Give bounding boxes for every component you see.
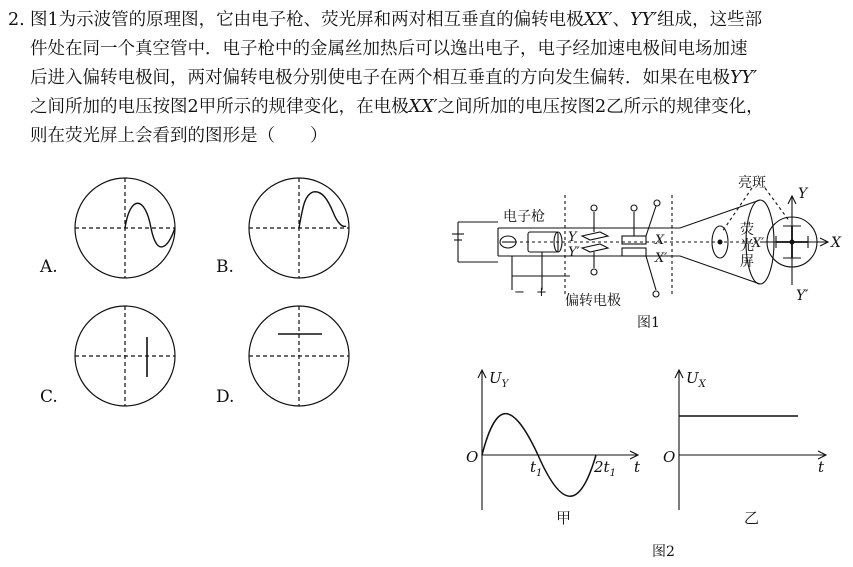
graph-b-origin: O — [663, 448, 676, 466]
option-a-label[interactable]: A. — [40, 257, 58, 277]
label-deflection-electrodes: 偏转电极 — [565, 293, 621, 309]
math-yy: YY′ — [630, 10, 658, 30]
option-d-label[interactable]: D. — [216, 387, 235, 407]
text-run: 之间所加的电压按图2甲所示的规律变化，在电极 — [30, 97, 409, 117]
label-screen-x: X — [831, 235, 841, 251]
text-run: 后进入偏转电极间，两对偏转电极分别使电子在两个相互垂直的方向发生偏转．如果在电极 — [30, 68, 730, 88]
math-xx: XX′ — [583, 10, 613, 30]
text-run: 则在荧光屏上会看到的图形是（ ） — [30, 126, 328, 146]
text-run: 件处在同一个真空管中．电子枪中的金属丝加热后可以逸出电子，电子经加速电极间电场加速 — [30, 39, 748, 59]
label-screen-3: 屏 — [740, 254, 754, 270]
label-electron-gun: 电子枪 — [503, 209, 545, 225]
graph-a-caption: 甲 — [556, 509, 572, 527]
label-screen-x-prime: X′ — [752, 236, 765, 251]
text-run: 之间所加的电压按图2乙所示的规律变化， — [437, 97, 764, 117]
question-number: 2. — [8, 10, 25, 30]
math-yy: YY′ — [730, 68, 758, 88]
label-x-electrode: X — [655, 233, 665, 248]
graph-b-caption: 乙 — [744, 509, 760, 527]
label-screen-y-prime: Y′ — [796, 288, 809, 304]
graph-b-ylabel: $U_X$ — [686, 369, 706, 390]
graph-a-t1-label: $t_1$ — [530, 458, 543, 479]
graph-b-t-label: t — [818, 458, 825, 476]
text-run: 、 — [612, 10, 631, 30]
label-y-prime-electrode: Y′ — [568, 245, 580, 260]
figure-1-caption: 图1 — [637, 315, 660, 331]
label-bright-spot: 亮斑 — [738, 175, 766, 191]
option-b-label[interactable]: B. — [216, 257, 234, 277]
figure-2-caption: 图2 — [652, 544, 675, 560]
math-xx: XX′ — [408, 97, 438, 117]
label-minus: − — [514, 285, 525, 300]
text-run: 图1为示波管的原理图，它由电子枪、荧光屏和两对相互垂直的偏转电极 — [30, 10, 584, 30]
graph-a-origin: O — [466, 448, 479, 466]
label-screen-y: Y — [798, 186, 808, 202]
graph-a-2t1-label: $2t_1$ — [594, 458, 616, 479]
label-x-prime-electrode: X′ — [655, 251, 668, 266]
graph-a-t-label: t — [634, 458, 641, 476]
label-plus: + — [536, 285, 547, 300]
label-y-electrode: Y — [568, 230, 577, 245]
text-run: 组成，这些部 — [657, 10, 763, 30]
option-c-label[interactable]: C. — [40, 387, 58, 407]
label-screen-1: 荧 — [740, 222, 754, 238]
graph-a-ylabel: $U_Y$ — [489, 369, 509, 390]
label-screen-2: 光 — [740, 238, 754, 254]
